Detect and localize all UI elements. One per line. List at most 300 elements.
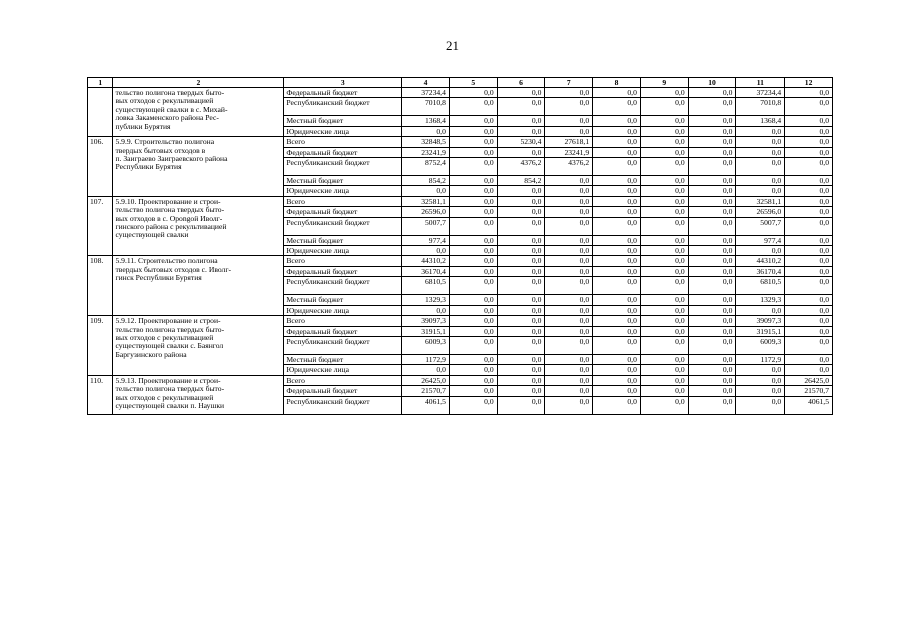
amount-cell: 0,0: [736, 137, 785, 147]
amount-cell: 0,0: [449, 386, 497, 396]
amount-cell: 0,0: [545, 207, 593, 217]
amount-cell: 0,0: [640, 116, 688, 126]
amount-cell: 0,0: [449, 235, 497, 245]
amount-cell: 0,0: [640, 305, 688, 315]
amount-cell: 32581,1: [736, 196, 785, 206]
amount-cell: 0,0: [593, 256, 641, 266]
amount-cell: 0,0: [545, 256, 593, 266]
amount-cell: 0,0: [449, 336, 497, 354]
amount-cell: 0,0: [736, 147, 785, 157]
amount-cell: 854,2: [497, 176, 545, 186]
amount-cell: 0,0: [497, 375, 545, 385]
amount-cell: 0,0: [593, 147, 641, 157]
amount-cell: 0,0: [545, 316, 593, 326]
amount-cell: 0,0: [449, 196, 497, 206]
amount-cell: 0,0: [497, 217, 545, 235]
amount-cell: 0,0: [736, 186, 785, 196]
funding-source: Федеральный бюджет: [284, 88, 402, 98]
amount-cell: 0,0: [688, 277, 736, 295]
funding-source: Всего: [284, 196, 402, 206]
column-header: 5: [449, 78, 497, 88]
amount-cell: 0,0: [449, 326, 497, 336]
amount-cell: 4061,5: [402, 396, 450, 414]
amount-cell: 0,0: [402, 126, 450, 136]
amount-cell: 0,0: [688, 256, 736, 266]
amount-cell: 0,0: [785, 137, 833, 147]
amount-cell: 0,0: [593, 246, 641, 256]
project-description: 5.9.9. Строительство полигона твердых бытовых отходов в п. Заиграево Заиграевского района Республики Бурятия: [113, 137, 284, 197]
row-number: 107.: [88, 196, 113, 256]
amount-cell: 0,0: [640, 354, 688, 364]
column-header: 2: [113, 78, 284, 88]
column-header: 8: [593, 78, 641, 88]
amount-cell: 37234,4: [402, 88, 450, 98]
amount-cell: 36170,4: [736, 266, 785, 276]
amount-cell: 0,0: [640, 126, 688, 136]
amount-cell: 0,0: [640, 98, 688, 116]
amount-cell: 0,0: [688, 295, 736, 305]
amount-cell: 0,0: [449, 207, 497, 217]
amount-cell: 0,0: [640, 137, 688, 147]
amount-cell: 21570,7: [402, 386, 450, 396]
amount-cell: 0,0: [497, 386, 545, 396]
funding-source: Республиканский бюджет: [284, 158, 402, 176]
amount-cell: 8752,4: [402, 158, 450, 176]
amount-cell: 0,0: [593, 176, 641, 186]
amount-cell: 0,0: [688, 207, 736, 217]
amount-cell: 0,0: [640, 196, 688, 206]
amount-cell: 0,0: [785, 186, 833, 196]
amount-cell: 0,0: [688, 186, 736, 196]
column-header: 9: [640, 78, 688, 88]
amount-cell: 0,0: [402, 186, 450, 196]
amount-cell: 0,0: [497, 354, 545, 364]
amount-cell: 0,0: [593, 196, 641, 206]
amount-cell: 37234,4: [736, 88, 785, 98]
amount-cell: 0,0: [688, 375, 736, 385]
amount-cell: 4376,2: [497, 158, 545, 176]
amount-cell: 0,0: [449, 316, 497, 326]
amount-cell: 0,0: [402, 365, 450, 375]
amount-cell: 0,0: [640, 176, 688, 186]
amount-cell: 32581,1: [402, 196, 450, 206]
amount-cell: 0,0: [688, 305, 736, 315]
amount-cell: 0,0: [785, 196, 833, 206]
budget-table: [87, 77, 833, 415]
amount-cell: 0,0: [593, 116, 641, 126]
amount-cell: 0,0: [640, 235, 688, 245]
amount-cell: 0,0: [785, 365, 833, 375]
amount-cell: 0,0: [688, 365, 736, 375]
column-header: 3: [284, 78, 402, 88]
amount-cell: 0,0: [688, 386, 736, 396]
amount-cell: 0,0: [593, 326, 641, 336]
amount-cell: 6009,3: [736, 336, 785, 354]
column-header: 4: [402, 78, 450, 88]
amount-cell: 0,0: [640, 375, 688, 385]
amount-cell: 0,0: [785, 256, 833, 266]
table-row: [88, 196, 833, 206]
amount-cell: 0,0: [545, 88, 593, 98]
amount-cell: 0,0: [688, 126, 736, 136]
funding-source: Республиканский бюджет: [284, 277, 402, 295]
amount-cell: 0,0: [736, 126, 785, 136]
amount-cell: 0,0: [545, 365, 593, 375]
funding-source: Юридические лица: [284, 365, 402, 375]
amount-cell: 0,0: [640, 365, 688, 375]
amount-cell: 32848,5: [402, 137, 450, 147]
amount-cell: 0,0: [640, 316, 688, 326]
amount-cell: 0,0: [785, 88, 833, 98]
funding-source: Федеральный бюджет: [284, 386, 402, 396]
amount-cell: 0,0: [640, 266, 688, 276]
amount-cell: 0,0: [688, 196, 736, 206]
amount-cell: 26425,0: [402, 375, 450, 385]
amount-cell: 4376,2: [545, 158, 593, 176]
amount-cell: 0,0: [785, 147, 833, 157]
amount-cell: 0,0: [688, 217, 736, 235]
amount-cell: 0,0: [593, 126, 641, 136]
column-header: 1: [88, 78, 113, 88]
amount-cell: 0,0: [497, 316, 545, 326]
amount-cell: 0,0: [545, 354, 593, 364]
amount-cell: 0,0: [545, 305, 593, 315]
amount-cell: 0,0: [736, 396, 785, 414]
column-header: 11: [736, 78, 785, 88]
amount-cell: 0,0: [402, 246, 450, 256]
amount-cell: 0,0: [449, 246, 497, 256]
row-number: 109.: [88, 316, 113, 376]
amount-cell: 0,0: [688, 176, 736, 186]
amount-cell: 0,0: [785, 336, 833, 354]
amount-cell: 0,0: [593, 316, 641, 326]
amount-cell: 7010,8: [736, 98, 785, 116]
amount-cell: 0,0: [497, 295, 545, 305]
amount-cell: 854,2: [402, 176, 450, 186]
project-description: 5.9.12. Проектирование и строи- тельство полигона твердых быто- вых отходов с рекультивацией существующей свалки с. Баянгол Баргузинского района: [113, 316, 284, 376]
amount-cell: 26596,0: [736, 207, 785, 217]
amount-cell: 0,0: [449, 266, 497, 276]
amount-cell: 0,0: [736, 246, 785, 256]
amount-cell: 23241,9: [545, 147, 593, 157]
amount-cell: 0,0: [688, 266, 736, 276]
amount-cell: 0,0: [688, 354, 736, 364]
amount-cell: 0,0: [593, 386, 641, 396]
amount-cell: 0,0: [449, 98, 497, 116]
table-row: [88, 256, 833, 266]
amount-cell: 1368,4: [402, 116, 450, 126]
amount-cell: 0,0: [593, 375, 641, 385]
amount-cell: 0,0: [736, 305, 785, 315]
amount-cell: 0,0: [785, 207, 833, 217]
amount-cell: 0,0: [545, 266, 593, 276]
table-row: [88, 88, 833, 98]
amount-cell: 7010,8: [402, 98, 450, 116]
amount-cell: 0,0: [449, 375, 497, 385]
amount-cell: 0,0: [688, 246, 736, 256]
project-description: тельство полигона твердых быто- вых отходов с рекультивацией существующей свалки в с. Михай- ловка Закаменского района Рес- публики Бурятия: [113, 88, 284, 137]
table-row: [88, 375, 833, 385]
amount-cell: 0,0: [497, 207, 545, 217]
amount-cell: 0,0: [545, 126, 593, 136]
amount-cell: 0,0: [497, 98, 545, 116]
funding-source: Местный бюджет: [284, 354, 402, 364]
amount-cell: 0,0: [497, 326, 545, 336]
amount-cell: 31915,1: [402, 326, 450, 336]
funding-source: Всего: [284, 137, 402, 147]
amount-cell: 0,0: [497, 147, 545, 157]
amount-cell: 6009,3: [402, 336, 450, 354]
amount-cell: 0,0: [449, 354, 497, 364]
amount-cell: 0,0: [593, 336, 641, 354]
amount-cell: 0,0: [785, 98, 833, 116]
amount-cell: 1329,3: [736, 295, 785, 305]
amount-cell: 0,0: [497, 277, 545, 295]
amount-cell: 0,0: [688, 147, 736, 157]
amount-cell: 0,0: [593, 266, 641, 276]
amount-cell: 0,0: [545, 246, 593, 256]
amount-cell: 0,0: [449, 295, 497, 305]
amount-cell: 0,0: [545, 217, 593, 235]
funding-source: Всего: [284, 375, 402, 385]
amount-cell: 0,0: [497, 305, 545, 315]
row-number: 106.: [88, 137, 113, 197]
column-header: 6: [497, 78, 545, 88]
amount-cell: 0,0: [545, 196, 593, 206]
amount-cell: 0,0: [497, 365, 545, 375]
amount-cell: 0,0: [593, 295, 641, 305]
amount-cell: 31915,1: [736, 326, 785, 336]
amount-cell: 0,0: [785, 326, 833, 336]
amount-cell: 1172,9: [736, 354, 785, 364]
amount-cell: 0,0: [497, 126, 545, 136]
amount-cell: 0,0: [545, 386, 593, 396]
amount-cell: 0,0: [593, 207, 641, 217]
amount-cell: 0,0: [545, 277, 593, 295]
amount-cell: 39097,3: [402, 316, 450, 326]
amount-cell: 0,0: [449, 186, 497, 196]
amount-cell: 0,0: [593, 158, 641, 176]
amount-cell: 0,0: [449, 137, 497, 147]
amount-cell: 0,0: [449, 158, 497, 176]
amount-cell: 0,0: [593, 365, 641, 375]
amount-cell: 0,0: [785, 176, 833, 186]
amount-cell: 0,0: [785, 116, 833, 126]
amount-cell: 0,0: [688, 316, 736, 326]
amount-cell: 0,0: [640, 336, 688, 354]
amount-cell: 0,0: [640, 295, 688, 305]
amount-cell: 0,0: [640, 186, 688, 196]
amount-cell: 0,0: [736, 386, 785, 396]
amount-cell: 0,0: [785, 246, 833, 256]
amount-cell: 0,0: [640, 386, 688, 396]
header-row: [88, 78, 833, 88]
funding-source: Местный бюджет: [284, 295, 402, 305]
amount-cell: 0,0: [497, 246, 545, 256]
amount-cell: 0,0: [785, 266, 833, 276]
amount-cell: 0,0: [497, 336, 545, 354]
amount-cell: 0,0: [449, 147, 497, 157]
amount-cell: 0,0: [593, 186, 641, 196]
amount-cell: 0,0: [785, 354, 833, 364]
amount-cell: 0,0: [688, 116, 736, 126]
column-header: 10: [688, 78, 736, 88]
amount-cell: 0,0: [593, 235, 641, 245]
amount-cell: 23241,9: [402, 147, 450, 157]
amount-cell: 0,0: [593, 217, 641, 235]
funding-source: Всего: [284, 316, 402, 326]
funding-source: Юридические лица: [284, 126, 402, 136]
amount-cell: 0,0: [497, 186, 545, 196]
amount-cell: 0,0: [785, 158, 833, 176]
row-number: [88, 88, 113, 137]
funding-source: Всего: [284, 256, 402, 266]
funding-source: Федеральный бюджет: [284, 326, 402, 336]
funding-source: Федеральный бюджет: [284, 207, 402, 217]
amount-cell: 0,0: [497, 266, 545, 276]
amount-cell: 0,0: [640, 207, 688, 217]
amount-cell: 1368,4: [736, 116, 785, 126]
amount-cell: 0,0: [449, 365, 497, 375]
page-number: 21: [446, 38, 459, 53]
amount-cell: 21570,7: [785, 386, 833, 396]
project-description: 5.9.11. Строительство полигона твердых бытовых отходов с. Иволг- гинск Республики Бурятия: [113, 256, 284, 316]
amount-cell: 0,0: [640, 396, 688, 414]
row-number: 110.: [88, 375, 113, 414]
amount-cell: 0,0: [545, 295, 593, 305]
amount-cell: 0,0: [640, 88, 688, 98]
amount-cell: 26425,0: [785, 375, 833, 385]
amount-cell: 0,0: [545, 235, 593, 245]
amount-cell: 0,0: [640, 326, 688, 336]
amount-cell: 0,0: [449, 176, 497, 186]
funding-source: Юридические лица: [284, 305, 402, 315]
amount-cell: 5007,7: [736, 217, 785, 235]
funding-source: Республиканский бюджет: [284, 336, 402, 354]
amount-cell: 0,0: [449, 305, 497, 315]
amount-cell: 0,0: [545, 98, 593, 116]
amount-cell: 0,0: [688, 158, 736, 176]
amount-cell: 0,0: [593, 137, 641, 147]
column-header: 7: [545, 78, 593, 88]
amount-cell: 6810,5: [736, 277, 785, 295]
amount-cell: 44310,2: [402, 256, 450, 266]
amount-cell: 977,4: [736, 235, 785, 245]
amount-cell: 1172,9: [402, 354, 450, 364]
funding-source: Федеральный бюджет: [284, 266, 402, 276]
funding-source: Юридические лица: [284, 186, 402, 196]
amount-cell: 36170,4: [402, 266, 450, 276]
amount-cell: 0,0: [785, 295, 833, 305]
amount-cell: 0,0: [545, 336, 593, 354]
funding-source: Республиканский бюджет: [284, 98, 402, 116]
amount-cell: 0,0: [497, 256, 545, 266]
project-description: 5.9.13. Проектирование и строи- тельство полигона твердых быто- вых отходов с рекультивацией существующей свалки п. Наушки: [113, 375, 284, 414]
amount-cell: 0,0: [449, 126, 497, 136]
amount-cell: 0,0: [688, 235, 736, 245]
amount-cell: 0,0: [688, 326, 736, 336]
amount-cell: 0,0: [449, 256, 497, 266]
table-row: [88, 137, 833, 147]
amount-cell: 5230,4: [497, 137, 545, 147]
funding-source: Республиканский бюджет: [284, 396, 402, 414]
table-row: [88, 316, 833, 326]
amount-cell: 0,0: [785, 316, 833, 326]
amount-cell: 0,0: [593, 354, 641, 364]
project-description: 5.9.10. Проектирование и строи- тельство полигона твердых быто- вых отходов в с. Орongой Иволг- гинского района с рекультивацией существующей свалки: [113, 196, 284, 256]
funding-source: Местный бюджет: [284, 176, 402, 186]
amount-cell: 0,0: [688, 336, 736, 354]
amount-cell: 39097,3: [736, 316, 785, 326]
amount-cell: 0,0: [640, 256, 688, 266]
amount-cell: 0,0: [593, 98, 641, 116]
amount-cell: 26596,0: [402, 207, 450, 217]
amount-cell: 0,0: [640, 246, 688, 256]
amount-cell: 0,0: [449, 277, 497, 295]
amount-cell: 0,0: [545, 186, 593, 196]
amount-cell: 0,0: [640, 217, 688, 235]
amount-cell: 0,0: [640, 277, 688, 295]
amount-cell: 0,0: [497, 116, 545, 126]
amount-cell: 0,0: [785, 235, 833, 245]
amount-cell: 0,0: [497, 88, 545, 98]
funding-source: Республиканский бюджет: [284, 217, 402, 235]
amount-cell: 0,0: [545, 326, 593, 336]
amount-cell: 0,0: [497, 235, 545, 245]
amount-cell: 0,0: [688, 88, 736, 98]
funding-source: Юридические лица: [284, 246, 402, 256]
amount-cell: 0,0: [736, 375, 785, 385]
amount-cell: 4061,5: [785, 396, 833, 414]
amount-cell: 0,0: [593, 305, 641, 315]
amount-cell: 0,0: [640, 147, 688, 157]
amount-cell: 0,0: [785, 217, 833, 235]
funding-source: Местный бюджет: [284, 235, 402, 245]
amount-cell: 0,0: [593, 396, 641, 414]
amount-cell: 1329,3: [402, 295, 450, 305]
amount-cell: 0,0: [497, 196, 545, 206]
amount-cell: 0,0: [449, 116, 497, 126]
amount-cell: 0,0: [688, 98, 736, 116]
amount-cell: 0,0: [497, 396, 545, 414]
amount-cell: 0,0: [545, 116, 593, 126]
amount-cell: 0,0: [688, 137, 736, 147]
amount-cell: 5007,7: [402, 217, 450, 235]
amount-cell: 0,0: [545, 396, 593, 414]
amount-cell: 0,0: [449, 217, 497, 235]
funding-source: Местный бюджет: [284, 116, 402, 126]
amount-cell: 0,0: [449, 396, 497, 414]
amount-cell: 0,0: [785, 305, 833, 315]
amount-cell: 0,0: [640, 158, 688, 176]
column-header: 12: [785, 78, 833, 88]
amount-cell: 0,0: [736, 176, 785, 186]
amount-cell: 0,0: [402, 305, 450, 315]
amount-cell: 6810,5: [402, 277, 450, 295]
amount-cell: 0,0: [736, 158, 785, 176]
funding-source: Федеральный бюджет: [284, 147, 402, 157]
amount-cell: 0,0: [688, 396, 736, 414]
amount-cell: 0,0: [545, 176, 593, 186]
amount-cell: 0,0: [785, 126, 833, 136]
amount-cell: 0,0: [593, 88, 641, 98]
amount-cell: 977,4: [402, 235, 450, 245]
amount-cell: 0,0: [449, 88, 497, 98]
amount-cell: 44310,2: [736, 256, 785, 266]
amount-cell: 0,0: [593, 277, 641, 295]
amount-cell: 27618,1: [545, 137, 593, 147]
amount-cell: 0,0: [785, 277, 833, 295]
